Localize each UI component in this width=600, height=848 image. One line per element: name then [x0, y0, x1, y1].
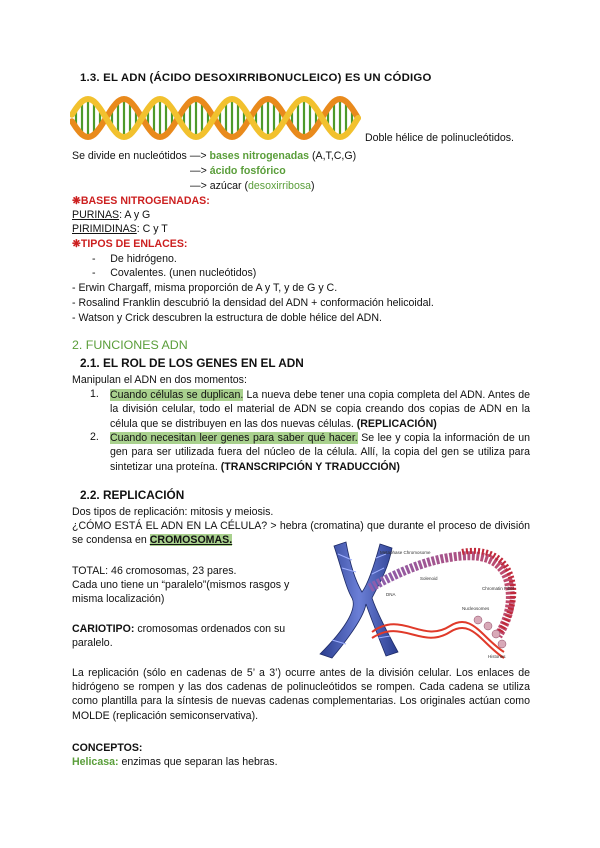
fact-line: - Rosalind Franklin descubrió la densidad del ADN + conformación helicoidal. [72, 297, 434, 309]
enlace-item: - De hidrógeno. [92, 253, 177, 265]
section-title-2-2: 2.2. REPLICACIÓN [80, 488, 185, 502]
metaphase-chromosome-shape [320, 542, 398, 658]
helicasa-text: enzimas que separan las hebras. [118, 756, 278, 768]
rep-types-text: Dos tipos de replicación: mitosis y meiosis. [72, 506, 274, 518]
azucar-line [190, 179, 315, 193]
cariotipo-text: cromosomas ordenados con su paralelo. [72, 623, 286, 650]
pirimidinas-label: PIRIMIDINAS [72, 223, 137, 235]
moment-number: 2. [90, 431, 99, 443]
label-nucleosomes: Nucleosomes [462, 606, 490, 611]
section-title-2: 2. FUNCIONES ADN [72, 338, 188, 352]
moment-1-text: La nueva debe tener una copia completa del ADN. Antes de la división celular, todo el material de ADN se copia creando dos copias de ADN en la célula que se distribuyen en las dos nuevas células. [110, 389, 531, 430]
section-title-1-3: 1.3. EL ADN (ÁCIDO DESOXIRRIBONUCLEICO) ES UN CÓDIGO [80, 72, 432, 84]
moment-number: 1. [90, 388, 99, 400]
cromosomas-highlight: CROMOSOMAS. [149, 534, 233, 547]
purinas-value: : A y G [119, 209, 151, 221]
arrow: —> [190, 165, 207, 177]
label-solenoid: Solenoid [420, 576, 438, 581]
dna-helix-illustration [70, 92, 362, 144]
enlace-item: - Covalentes. (unen nucleótidos) [92, 267, 257, 279]
acido-fosforico-label: ácido fosfórico [209, 165, 286, 177]
azucar-end: ) [311, 180, 315, 192]
label-histones: Histones [488, 654, 506, 659]
enlace-item-text: De hidrógeno. [110, 253, 177, 265]
replication-paragraph: La replicación (sólo en cadenas de 5’ a 3’) ocurre antes de la división celular. Los enlaces de hidrógeno se rompen y las dos cadenas de polinucleótidos se rompen. Cada cadena se utiliza como plantilla para la síntesis de nuevas cadenas complementarias. Los originales actúan como MOLDE (replicación semiconservativa). [72, 667, 530, 722]
moment-2-paragraph [110, 431, 530, 474]
label-chromatin: Chromatin Fiber [482, 586, 515, 591]
cariotipo-paragraph [72, 622, 302, 650]
helix-caption: Doble hélice de polinucleótidos. [365, 132, 515, 144]
adn-question: ¿CÓMO ESTÁ EL ADN EN LA CÉLULA? > hebra (cromatina) que durante el proceso de división se condensa en [72, 520, 530, 547]
arrow: —> [189, 150, 207, 162]
fact-line: - Erwin Chargaff, misma proporción de A y T, y de G y C. [72, 282, 338, 294]
manipulan-text: Manipulan el ADN en dos momentos: [72, 374, 247, 386]
moment-1-paragraph [110, 388, 530, 431]
paralelo-text: Cada uno tiene un “paralelo”(mismos rasgos y misma localización) [72, 579, 290, 606]
moment-1-highlight: Cuando células se duplican. [110, 389, 244, 401]
cariotipo-label: CARIOTIPO: [72, 623, 135, 635]
divide-intro-line [72, 149, 356, 163]
arrow: —> [190, 180, 207, 192]
divide-intro: Se divide en nucleótidos [72, 150, 187, 162]
chromosome-structure-figure [312, 540, 530, 660]
pirimidinas-line [72, 222, 168, 236]
bases-extra: (A,T,C,G) [309, 150, 357, 162]
purinas-label: PURINAS [72, 209, 120, 221]
total-text: TOTAL: 46 cromosomas, 23 pares. [72, 565, 237, 577]
azucar-label: azúcar ( [209, 180, 249, 192]
moment-2-text: Se lee y copia la información de un gen para ser utilizada fuera del núcleo de la célula. Allí, la copia del gen se utiliza para sintetizar una proteína. [110, 432, 530, 473]
desoxirribosa-label: desoxirribosa [248, 180, 312, 192]
section-title-2-1: 2.1. EL ROL DE LOS GENES EN EL ADN [80, 356, 304, 370]
bases-heading: ❋BASES NITROGENADAS: [72, 195, 210, 207]
moment-2-highlight: Cuando necesitan leer genes para saber qué hacer. [110, 432, 358, 444]
fact-line: - Watson y Crick descubren la estructura de doble hélice del ADN. [72, 312, 382, 324]
helicasa-label: Helicasa: [72, 756, 119, 768]
conceptos-heading: CONCEPTOS: [72, 742, 143, 754]
enlaces-heading: ❋TIPOS DE ENLACES: [72, 238, 188, 250]
label-dna: DNA [386, 592, 396, 597]
enlace-item-text: Covalentes. (unen nucleótidos) [110, 267, 257, 279]
moment-2-bold: (TRANSCRIPCIÓN Y TRADUCCIÓN) [217, 460, 400, 473]
moment-1-bold: (REPLICACIÓN) [353, 417, 437, 430]
label-metaphase: Metaphase Chromosome [380, 550, 431, 555]
pirimidinas-value: : C y T [136, 223, 168, 235]
helicasa-line [72, 755, 278, 769]
bases-nitrogenadas-label: bases nitrogenadas [209, 150, 310, 162]
acido-fosforico-line [190, 164, 286, 178]
purinas-line [72, 208, 150, 222]
